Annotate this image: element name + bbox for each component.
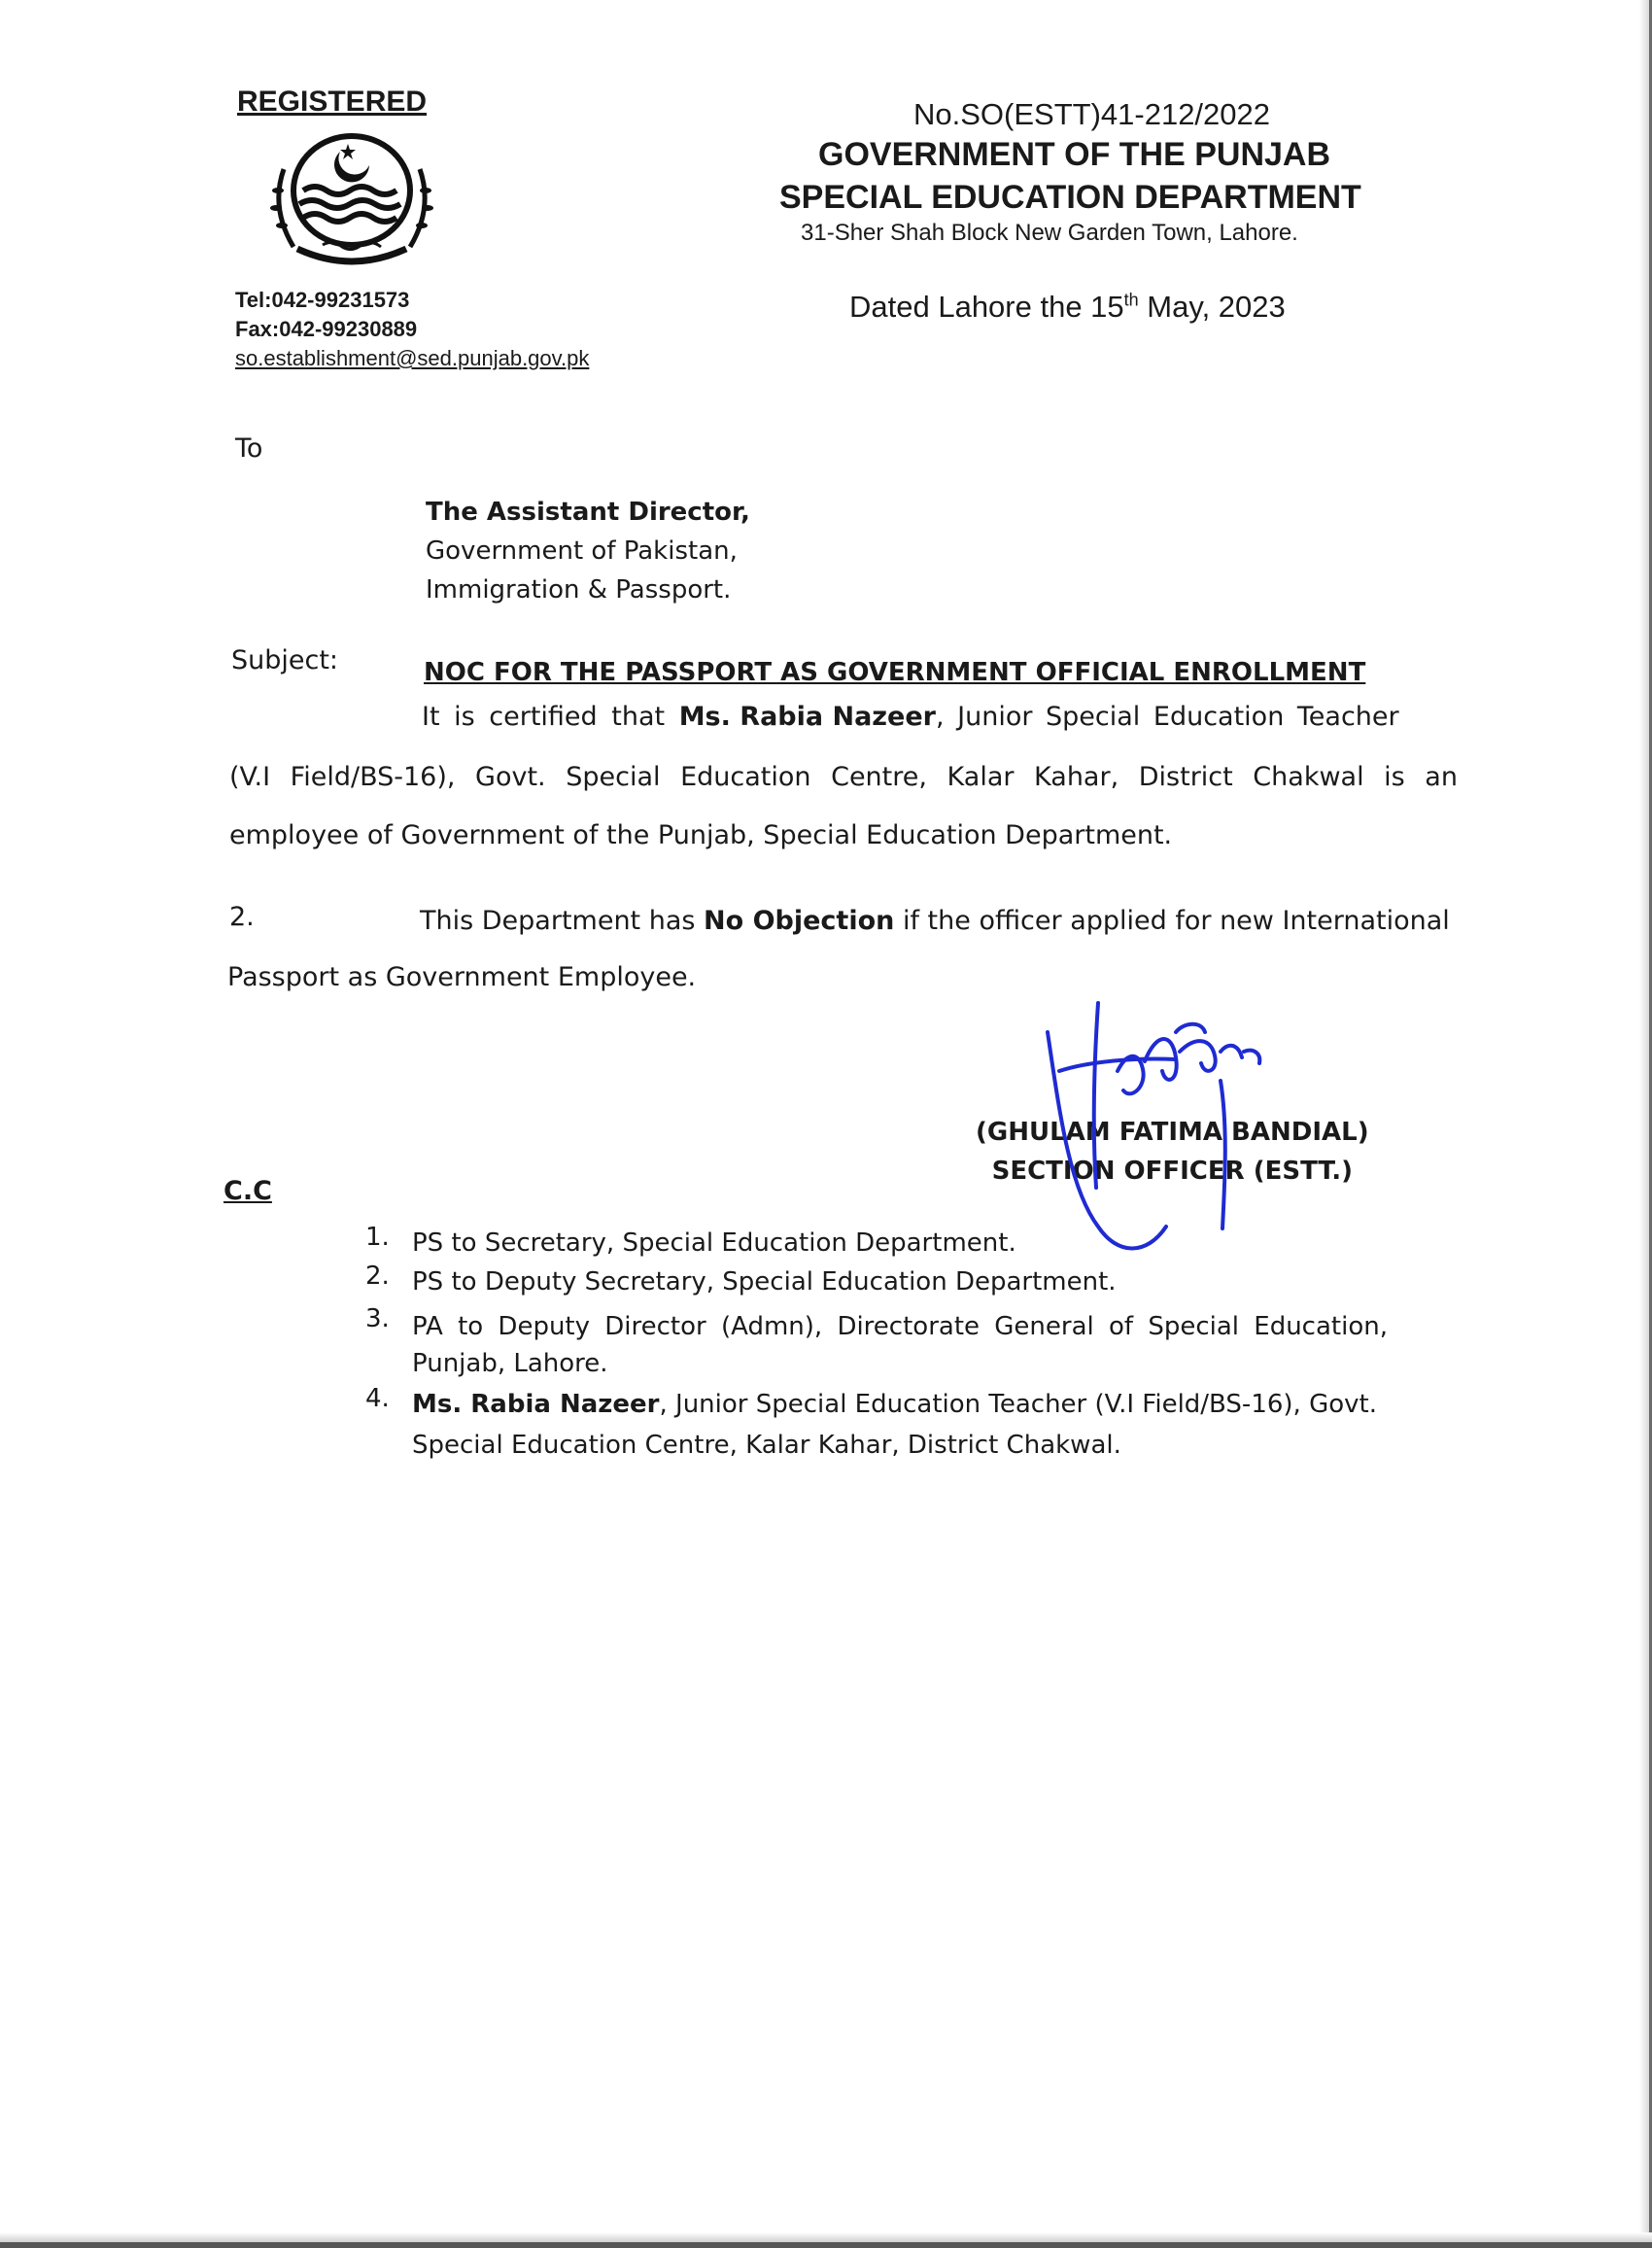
department-title: SPECIAL EDUCATION DEPARTMENT [779, 179, 1361, 216]
fax-block [235, 315, 417, 344]
fax-number: Fax:042-99230889 [235, 317, 418, 341]
signatory-designation: SECTION OFFICER (ESTT.) [991, 1157, 1353, 1186]
cc-item-2-number: 2. [365, 1262, 390, 1291]
cc-item-4-line-2: Special Education Centre, Kalar Kahar, District Chakwal. [412, 1431, 1121, 1460]
contact-block [235, 286, 409, 315]
date-ordinal: th [1123, 290, 1139, 310]
department-address: 31-Sher Shah Block New Garden Town, Lahore. [801, 220, 1298, 246]
cc-item-1-number: 1. [365, 1223, 390, 1252]
paragraph-1-line-3: employee of Government of the Punjab, Special Education Department. [229, 820, 1173, 850]
reference-number: No.SO(ESTT)41-212/2022 [913, 97, 1271, 131]
p1-intro: It is certified that [422, 702, 679, 732]
cc-label: C.C [224, 1176, 272, 1206]
p1-designation: , Junior Special Education Teacher [935, 702, 1399, 732]
email-link[interactable]: so.establishment@sed.punjab.gov.pk [235, 346, 590, 370]
government-title: GOVERNMENT OF THE PUNJAB [818, 136, 1331, 173]
cc-employee-name: Ms. Rabia Nazeer [412, 1390, 660, 1419]
letter-date [849, 290, 1286, 325]
cc-item-4-number: 4. [365, 1384, 390, 1413]
telephone-number: Tel:042-99231573 [235, 288, 410, 312]
signatory-name: (GHULAM FATIMA BANDIAL) [976, 1118, 1369, 1147]
recipient-line-3: Immigration & Passport. [426, 575, 732, 605]
p2-rest: if the officer applied for new International [894, 906, 1450, 936]
cc-item-1-text: PS to Secretary, Special Education Department. [412, 1228, 1016, 1258]
paragraph-1-line-2: (V.I Field/BS-16), Govt. Special Education Centre, Kalar Kahar, District Chakwal is an [229, 762, 1458, 792]
paragraph-2-number: 2. [229, 902, 255, 932]
paragraph-1-line-1 [422, 702, 1399, 732]
recipient-title: The Assistant Director, [426, 498, 750, 527]
scan-edge-shadow [1639, 0, 1649, 2248]
to-label: To [235, 433, 263, 464]
cc-item-3-line-1: PA to Deputy Director (Admn), Directorate General of Special Education, [412, 1312, 1388, 1341]
subject-label: Subject: [231, 645, 339, 675]
recipient-address [426, 493, 750, 609]
cc-item-4-line-1 [412, 1390, 1377, 1419]
date-rest: May, 2023 [1138, 290, 1286, 324]
paragraph-2-line-2: Passport as Government Employee. [227, 962, 697, 992]
recipient-line-2: Government of Pakistan, [426, 536, 738, 566]
handwritten-signature [1030, 993, 1380, 1285]
date-prefix: Dated Lahore the 15 [849, 290, 1124, 324]
scan-edge-shadow-bottom [0, 2232, 1652, 2242]
no-objection-phrase: No Objection [704, 906, 895, 936]
subject-text: NOC FOR THE PASSPORT AS GOVERNMENT OFFICIAL ENROLLMENT [424, 658, 1366, 687]
paragraph-2-line-1 [420, 906, 1450, 936]
cc-item-2-text: PS to Deputy Secretary, Special Education Department. [412, 1267, 1117, 1297]
employee-name: Ms. Rabia Nazeer [678, 702, 936, 732]
cc-item-3-line-2: Punjab, Lahore. [412, 1349, 608, 1378]
government-of-punjab-emblem-icon [255, 130, 449, 276]
scan-edge-bottom [0, 2242, 1652, 2248]
p2-intro: This Department has [420, 906, 705, 936]
cc-item-3-number: 3. [365, 1304, 390, 1333]
cc-employee-designation: , Junior Special Education Teacher (V.I Field/BS-16), Govt. [659, 1390, 1377, 1419]
registered-label: REGISTERED [237, 86, 428, 118]
